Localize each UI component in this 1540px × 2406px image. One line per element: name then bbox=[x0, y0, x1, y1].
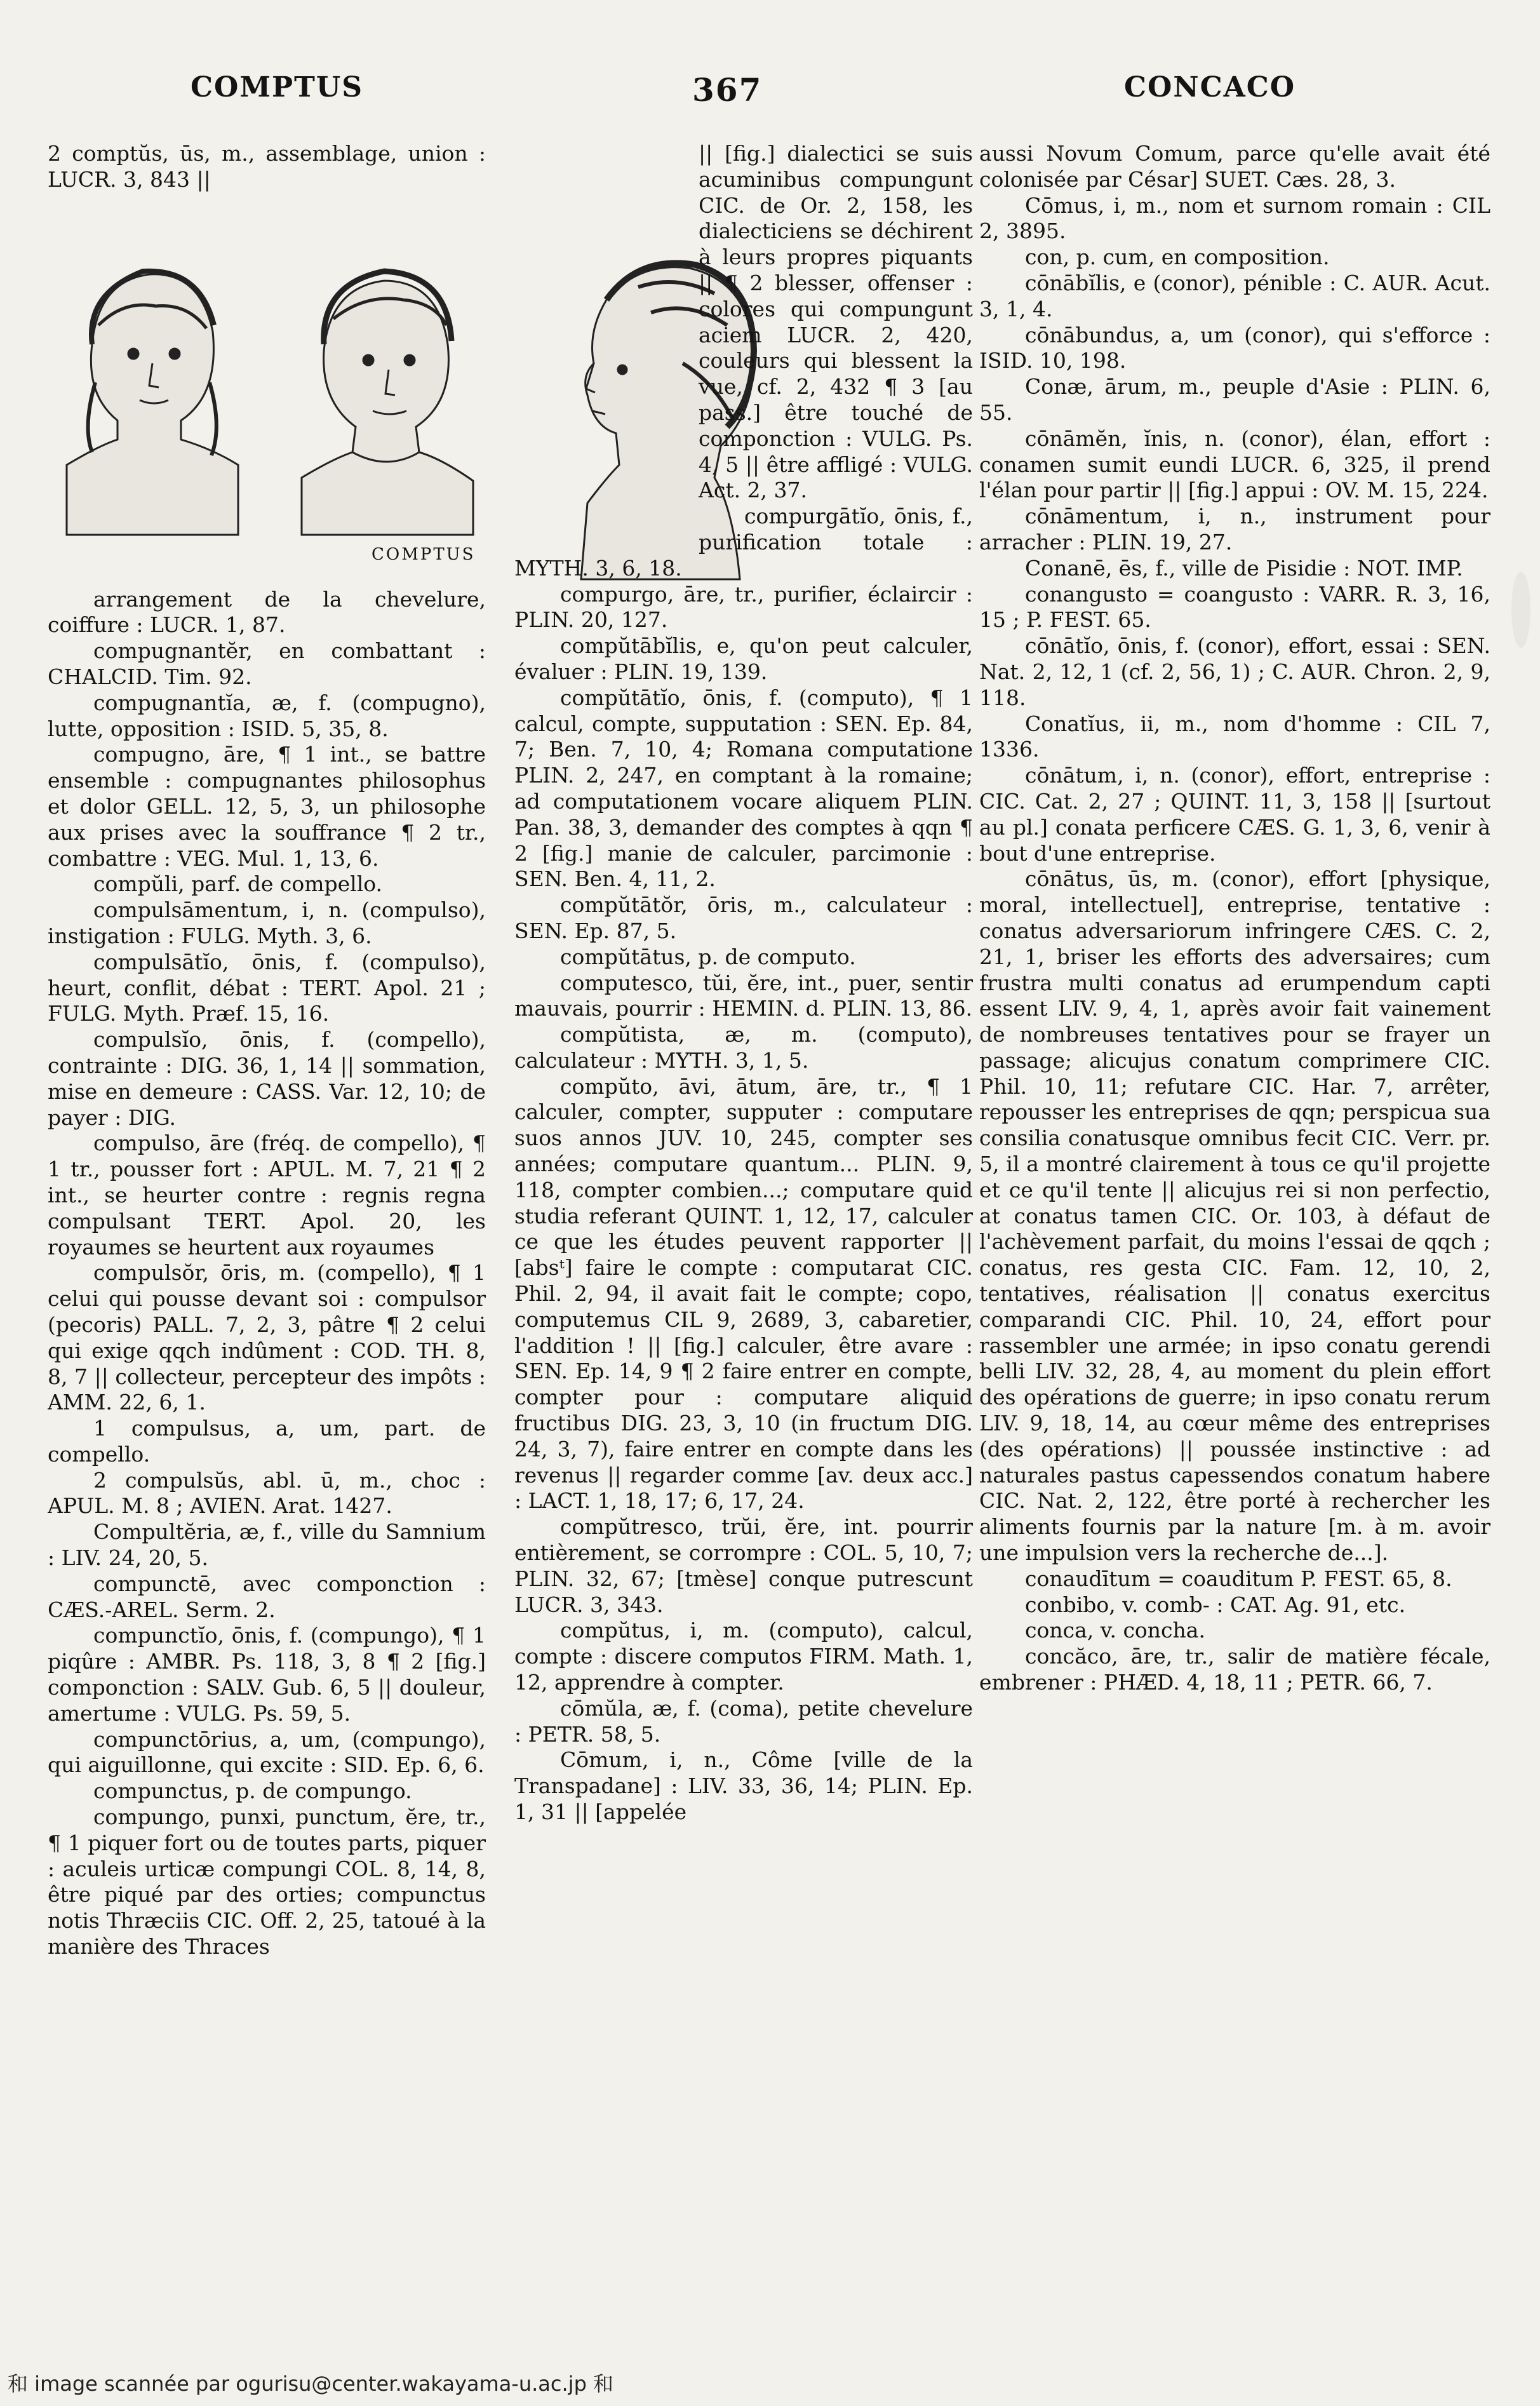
scan-credit-footer: 和 image scannée par ogurisu@center.wakayama-u.ac.jp 和 bbox=[8, 2372, 614, 2396]
dictionary-entry: computesco, tŭi, ĕre, int., puer, sentir mauvais, pourrir : HEMIN. d. PLIN. 13, 86. bbox=[514, 970, 973, 1021]
dictionary-entry: cōnāmentum, i, n., instrument pour arracher : PLIN. 19, 27. bbox=[979, 504, 1490, 554]
column-1 bbox=[48, 141, 486, 2294]
dictionary-entry: conca, v. concha. bbox=[1025, 1618, 1205, 1643]
figure-caption: COMPTUS bbox=[372, 545, 476, 564]
dictionary-entry: compugnantĭa, æ, f. (compugno), lutte, opposition : ISID. 5, 35, 8. bbox=[48, 690, 486, 741]
header-right-word: CONCACO bbox=[1124, 71, 1296, 104]
dictionary-entry: compŭtātus, p. de computo. bbox=[560, 944, 856, 969]
dictionary-entry: Conanē, ēs, f., ville de Pisidie : NOT. IMP. bbox=[1025, 555, 1463, 581]
dictionary-entry: compungo, punxi, punctum, ĕre, tr., ¶ 1 piquer fort ou de toutes parts, piquer : aculeis urticæ compungi COL. 8, 14, 8, être piqué par des orties; compunctus notis Thræciis CIC. Off. 2, 25, tatoué à la manière des Thraces bbox=[48, 1805, 486, 1959]
dictionary-entry: 2 comptŭs, ūs, m., assemblage, union : LUCR. 3, 843 || bbox=[48, 141, 486, 192]
dictionary-entry: compunctus, p. de compungo. bbox=[93, 1778, 412, 1804]
dictionary-entry: compŭli, parf. de compello. bbox=[93, 871, 383, 897]
dictionary-entry: 2 compulsŭs, abl. ū, m., choc : APUL. M. 8 ; AVIEN. Arat. 1427. bbox=[48, 1467, 486, 1519]
dictionary-entry: Cōmus, i, m., nom et surnom romain : CIL 2, 3895. bbox=[979, 192, 1490, 244]
dictionary-entry: || [fig.] dialectici se suis acuminibus compungunt CIC. de Or. 2, 158, les dialecticiens se déchirent à leurs propres piquants || ¶ 2 blesser, offenser : colores qui compungunt aciem LUCR. 2, 420, couleurs qui blessent la vue, cf. 2, 432 ¶ 3 [au pass.] être touché de componction : VULG. Ps. 4, 5 || être affligé : VULG. Act. 2, 37. bbox=[699, 141, 973, 503]
figure-wrap-space bbox=[514, 141, 699, 548]
dictionary-entry: compulsāmentum, i, n. (compulso), instigation : FULG. Myth. 3, 6. bbox=[48, 897, 486, 948]
running-head bbox=[0, 71, 1540, 128]
dictionary-entry: Compultĕria, æ, f., ville du Samnium : LIV. 24, 20, 5. bbox=[48, 1519, 486, 1571]
dictionary-entry: compugno, āre, ¶ 1 int., se battre ensemble : compugnantes philosophus et dolor GELL. 12, 5, 3, un philosophe aux prises avec la souffrance ¶ 2 tr., combattre : VEG. Mul. 1, 13, 6. bbox=[48, 742, 486, 871]
dictionary-entry: compunctōrius, a, um, (compungo), qui aiguillonne, qui excite : SID. Ep. 6, 6. bbox=[48, 1726, 486, 1778]
dictionary-entry: Conæ, ārum, m., peuple d'Asie : PLIN. 6, 55. bbox=[979, 374, 1490, 425]
dictionary-entry: compŭtresco, trŭi, ĕre, int. pourrir entièrement, se corrompre : COL. 5, 10, 7; PLIN. 32, 67; [tmèse] conque putrescunt LUCR. 3, 343. bbox=[514, 1514, 973, 1617]
dictionary-entry: compunctē, avec componction : CÆS.-AREL. Serm. 2. bbox=[48, 1571, 486, 1622]
dictionary-entry: conbibo, v. comb- : CAT. Ag. 91, etc. bbox=[1025, 1592, 1406, 1617]
dictionary-entry: conangusto = coangusto : VARR. R. 3, 16, 15 ; P. FEST. 65. bbox=[979, 581, 1490, 633]
dictionary-entry: compurgātĭo, ōnis, f., purification totale : MYTH. 3, 6, 18. bbox=[514, 504, 973, 581]
dictionary-entry: compurgo, āre, tr., purifier, éclaircir : PLIN. 20, 127. bbox=[514, 581, 973, 633]
dictionary-entry: cōnātus, ūs, m. (conor), effort [physique, moral, intellectuel], entreprise, tentative : conatus adversariorum infringere CÆS. C. 2, 21, 1, briser les efforts des adversaires; cum frustra multi conatus ad erumpendum capti essent LIV. 9, 4, 1, après avoir fait vainement de nombreuses tentatives pour se frayer un passage; alicujus conatum comprimere CIC. Phil. 10, 11; refutare CIC. Har. 7, arrêter, repousser les entreprises de qqn; perspicua sua consilia conatusque omnibus fecit CIC. Verr. pr. 5, il a montré clairement à tous ce qu'il projette et ce qu'il tente || alicujus rei si non perfectio, at conatus tamen CIC. Or. 103, à défaut de l'achèvement parfait, du moins l'essai de qqch ; conatus, res gesta CIC. Fam. 12, 10, 2, tentatives, réalisation || conatus exercitus comparandi CIC. Phil. 10, 24, effort pour rassembler une armée; in ipso conatu gerendi belli LIV. 32, 28, 4, au moment du plein effort des opérations de guerre; in ipso conatu rerum LIV. 9, 18, 14, au cœur même des entreprises (des opérations) || poussée instinctive : ad naturales pastus capessendos conatum habere CIC. Nat. 2, 122, être porté à rechercher les aliments fournis par la nature [m. à m. avoir une impulsion vers la recherche de...]. bbox=[979, 866, 1490, 1566]
page-number: 367 bbox=[692, 71, 763, 109]
dictionary-entry: compugnantĕr, en combattant : CHALCID. Tim. 92. bbox=[48, 638, 486, 689]
dictionary-entry: compulso, āre (fréq. de compello), ¶ 1 tr., pousser fort : APUL. M. 7, 21 ¶ 2 int., se heurter contre : regnis regna compulsant TERT. Apol. 20, les royaumes se heurtent aux royaumes bbox=[48, 1131, 486, 1260]
dictionary-entry: compŭtātŏr, ōris, m., calculateur : SEN. Ep. 87, 5. bbox=[514, 892, 973, 943]
dictionary-entry: compŭtus, i, m. (computo), calcul, compte : discere computos FIRM. Math. 1, 12, apprendre à compter. bbox=[514, 1618, 973, 1695]
dictionary-entry: cōnātĭo, ōnis, f. (conor), effort, essai : SEN. Nat. 2, 12, 1 (cf. 2, 56, 1) ; C. AUR. Chron. 2, 9, 118. bbox=[979, 633, 1490, 710]
dictionary-entry: compŭto, āvi, ātum, āre, tr., ¶ 1 calculer, compter, supputer : computare suos annos JUV. 10, 245, compter ses années; computare quantum... PLIN. 9, 118, compter combien...; computare quid studia referant QUINT. 1, 12, 17, calculer ce que les études peuvent rapporter || [absᵗ] faire le compte : computarat CIC. Phil. 2, 94, il avait fait le compte; copo, computemus CIL 9, 2689, 3, cabaretier, l'addition ! || [fig.] calculer, être avare : SEN. Ep. 14, 9 ¶ 2 faire entrer en compte, compter pour : computare aliquid fructibus DIG. 23, 3, 10 (in fructum DIG. 24, 3, 7), faire entrer en compte dans les revenus || regarder comme [av. deux acc.] : LACT. 1, 18, 17; 6, 17, 24. bbox=[514, 1073, 973, 1514]
header-left-word: COMPTUS bbox=[191, 71, 364, 104]
dictionary-entry: aussi Novum Comum, parce qu'elle avait été colonisée par César] SUET. Cæs. 28, 3. bbox=[979, 141, 1490, 192]
dictionary-entry: cōnābĭlis, e (conor), pénible : C. AUR. Acut. 3, 1, 4. bbox=[979, 270, 1490, 321]
dictionary-entry: compŭtābĭlis, e, qu'on peut calculer, évaluer : PLIN. 19, 139. bbox=[514, 633, 973, 684]
dictionary-entry: concăco, āre, tr., salir de matière fécale, embrener : PHÆD. 4, 18, 11 ; PETR. 66, 7. bbox=[979, 1644, 1490, 1695]
dictionary-entry: cōnābundus, a, um (conor), qui s'efforce : ISID. 10, 198. bbox=[979, 322, 1490, 373]
dictionary-entry: compulsŏr, ōris, m. (compello), ¶ 1 celui qui pousse devant soi : compulsor (pecoris) PALL. 7, 2, 3, pâtre ¶ 2 celui qui exige qqch indûment : COD. TH. 8, 8, 7 || collecteur, percepteur des impôts : AMM. 22, 6, 1. bbox=[48, 1260, 486, 1415]
dictionary-entry: cōnātum, i, n. (conor), effort, entreprise : CIC. Cat. 2, 27 ; QUINT. 11, 3, 158 || [surtout au pl.] conata perficere CÆS. G. 1, 3, 6, venir à bout d'une entreprise. bbox=[979, 763, 1490, 866]
figure-space bbox=[48, 193, 486, 587]
dictionary-entry: arrangement de la chevelure, coiffure : LUCR. 1, 87. bbox=[48, 586, 486, 638]
dictionary-entry: Cōmum, i, n., Côme [ville de la Transpadane] : LIV. 33, 36, 14; PLIN. Ep. 1, 31 || [appelée bbox=[514, 1747, 973, 1824]
dictionary-entry: compulsĭo, ōnis, f. (compello), contrainte : DIG. 36, 1, 14 || sommation, mise en demeure : CASS. Var. 12, 10; de payer : DIG. bbox=[48, 1027, 486, 1130]
column-2 bbox=[514, 141, 973, 2294]
dictionary-entry: compulsātĭo, ōnis, f. (compulso), heurt, conflit, débat : TERT. Apol. 21 ; FULG. Myth. Præf. 15, 16. bbox=[48, 949, 486, 1026]
dictionary-entry: Conatĭus, ii, m., nom d'homme : CIL 7, 1336. bbox=[979, 711, 1490, 762]
dictionary-entry: compunctĭo, ōnis, f. (compungo), ¶ 1 piqûre : AMBR. Ps. 118, 3, 8 ¶ 2 [fig.] componction : SALV. Gub. 6, 5 || douleur, amertume : VULG. Ps. 59, 5. bbox=[48, 1623, 486, 1726]
dictionary-entry: conaudītum = coauditum P. FEST. 65, 8. bbox=[1025, 1566, 1452, 1591]
column-3 bbox=[979, 141, 1490, 2294]
dictionary-entry: compŭtātĭo, ōnis, f. (computo), ¶ 1 calcul, compte, supputation : SEN. Ep. 84, 7; Ben. 7, 10, 4; Romana computatione PLIN. 2, 247, en comptant à la romaine; ad computationem vocare aliquem PLIN. Pan. 38, 3, demander des comptes à qqn ¶ 2 [fig.] manie de calculer, parcimonie : SEN. Ben. 4, 11, 2. bbox=[514, 685, 973, 892]
dictionary-entry: cōmŭla, æ, f. (coma), petite chevelure : PETR. 58, 5. bbox=[514, 1695, 973, 1747]
dictionary-entry: con, p. cum, en composition. bbox=[1025, 245, 1330, 270]
dictionary-entry: 1 compulsus, a, um, part. de compello. bbox=[48, 1416, 486, 1467]
dictionary-entry: compŭtista, æ, m. (computo), calculateur : MYTH. 3, 1, 5. bbox=[514, 1022, 973, 1073]
dictionary-entry: cōnāmĕn, ĭnis, n. (conor), élan, effort : conamen sumit eundi LUCR. 6, 325, il prend l'élan pour partir || [fig.] appui : OV. M. 15, 224. bbox=[979, 426, 1490, 503]
